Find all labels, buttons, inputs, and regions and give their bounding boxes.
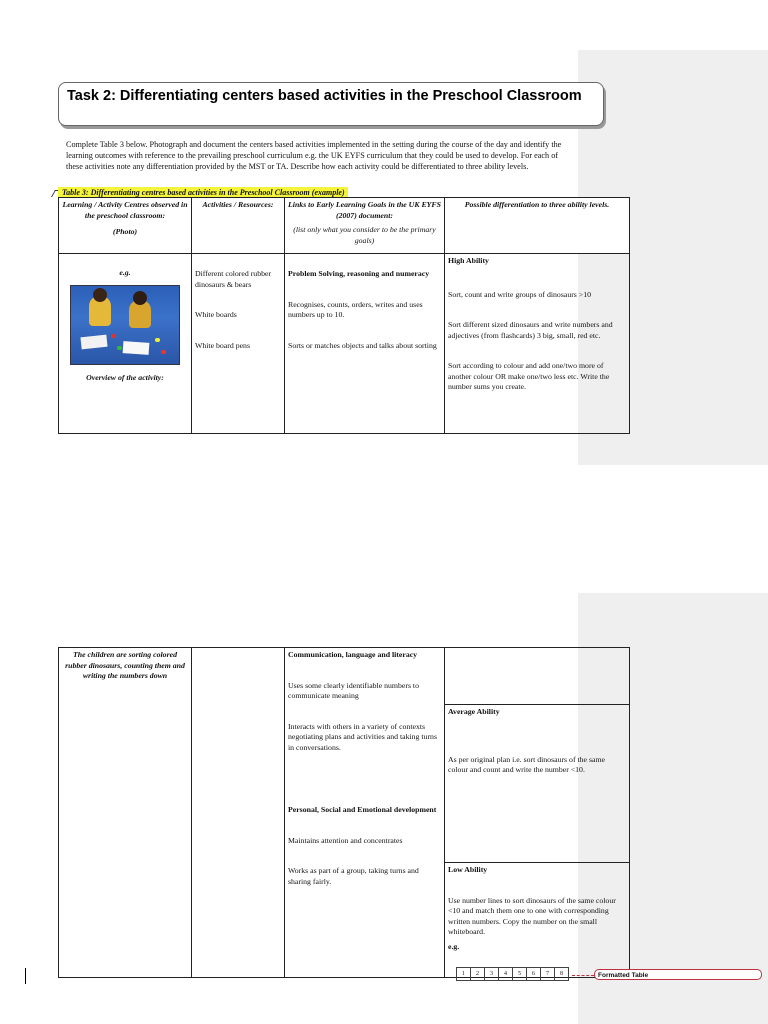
number-line-cell: 5 xyxy=(513,968,527,980)
cell-resources xyxy=(192,254,285,434)
table-caption: Table 3: Differentiating centres based activities in the Preschool Classroom (example) xyxy=(58,187,348,198)
number-line-cell: 7 xyxy=(541,968,555,980)
low-ability-example-label: e.g. xyxy=(448,941,460,951)
header-col3-label: Links to Early Learning Goals in the UK EYFS (2007) document: xyxy=(288,200,441,220)
goal-item: Uses some clearly identifiable numbers to communicate meaning xyxy=(288,680,419,700)
average-ability-heading: Average Ability xyxy=(448,707,500,716)
low-ability-heading: Low Ability xyxy=(448,865,488,874)
goal-heading: Communication, language and literacy xyxy=(288,650,418,659)
goal-item: Sorts or matches objects and talks about sorting xyxy=(288,340,437,350)
overview-label: Overview of the activity: xyxy=(86,372,164,382)
differentiation-table-part1 xyxy=(58,197,630,434)
header-differentiation xyxy=(445,198,630,254)
resource-item: White boards xyxy=(195,310,237,319)
high-ability-item: Sort different sized dinosaurs and write numbers and adjectives (from flashcards) 3 big, small, red etc. xyxy=(448,320,613,340)
table-header-row xyxy=(59,198,630,254)
number-line xyxy=(456,967,569,981)
high-ability-item: Sort, count and write groups of dinosaurs >10 xyxy=(448,289,591,299)
number-line-cell: 3 xyxy=(485,968,499,980)
header-col4-label: Possible differentiation to three ability levels. xyxy=(464,200,610,209)
header-col3-note: (list only what you consider to be the primary goals) xyxy=(293,225,436,245)
number-line-cell: 2 xyxy=(471,968,485,980)
number-line-cell: 1 xyxy=(457,968,471,980)
resource-item: Different colored rubber dinosaurs & bears xyxy=(195,269,272,289)
low-ability-text: Use number lines to sort dinosaurs of the same colour <10 and match them one to one with corresponding written numbers. Copy the number on the small whiteboard. xyxy=(448,895,616,936)
resource-item: White board pens xyxy=(195,340,250,350)
cell-learning-goals xyxy=(285,254,445,434)
number-line-cell: 8 xyxy=(560,971,563,977)
title-box xyxy=(58,82,604,126)
header-learning-centres xyxy=(59,198,192,254)
differentiation-table-part2 xyxy=(58,647,630,978)
header-activities-resources xyxy=(192,198,285,254)
balloon-connector xyxy=(572,975,594,976)
high-ability-heading: High Ability xyxy=(448,256,489,265)
table-row xyxy=(59,254,630,434)
goal-item: Maintains attention and concentrates xyxy=(288,835,403,845)
cell-high-ability xyxy=(445,254,630,434)
activity-photo xyxy=(70,285,180,365)
cell-high-ability-cont xyxy=(445,648,630,705)
cell-resources-empty xyxy=(192,648,285,978)
number-line-cell: 6 xyxy=(527,968,541,980)
goal-item: Interacts with others in a variety of contexts negotiating plans and activities and taking turns in conversations. xyxy=(288,721,437,752)
formatted-table-balloon[interactable]: Formatted Table xyxy=(594,969,762,980)
goal-heading: Problem Solving, reasoning and numeracy xyxy=(288,269,430,278)
activity-description: The children are sorting colored rubber dinosaurs, counting them and writing the numbers down xyxy=(65,650,185,680)
intro-paragraph: Complete Table 3 below. Photograph and document the centers based activities implemented in the setting during the course of the day and identify the learning outcomes with reference to the prevailing preschool curriculum e.g. the UK EYFS curriculum that they could be used to develop. For each of these activities note any differentiation provided by the MST or TA. Describe how each activity could be differentiated to three ability levels. xyxy=(66,140,562,171)
number-line-cell: 4 xyxy=(499,968,513,980)
cell-average-ability xyxy=(445,705,630,863)
page-title: Task 2: Differentiating centers based activities in the Preschool Classroom xyxy=(67,88,582,104)
example-label: e.g. xyxy=(119,268,131,277)
cell-low-ability xyxy=(445,863,630,978)
cell-activity-description xyxy=(59,648,192,978)
goal-item: Works as part of a group, taking turns and sharing fairly. xyxy=(288,866,419,886)
header-early-learning-goals xyxy=(285,198,445,254)
goal-item: Recognises, counts, orders, writes and uses numbers up to 10. xyxy=(288,299,423,319)
goal-heading: Personal, Social and Emotional development xyxy=(288,805,437,814)
header-col1-note: (Photo) xyxy=(112,227,138,236)
average-ability-text: As per original plan i.e. sort dinosaurs of the same colour and count and write the number <10. xyxy=(448,754,605,774)
cell-photo xyxy=(59,254,192,434)
text-cursor xyxy=(25,968,26,984)
table-row xyxy=(59,648,630,705)
cell-learning-goals-cont xyxy=(285,648,445,978)
high-ability-item: Sort according to colour and add one/two more of another colour OR make one/two less etc. Write the number sums you create. xyxy=(448,361,610,391)
header-col2-label: Activities / Resources: xyxy=(202,200,274,209)
header-col1-label: Learning / Activity Centres observed in the preschool classroom: xyxy=(62,200,188,220)
